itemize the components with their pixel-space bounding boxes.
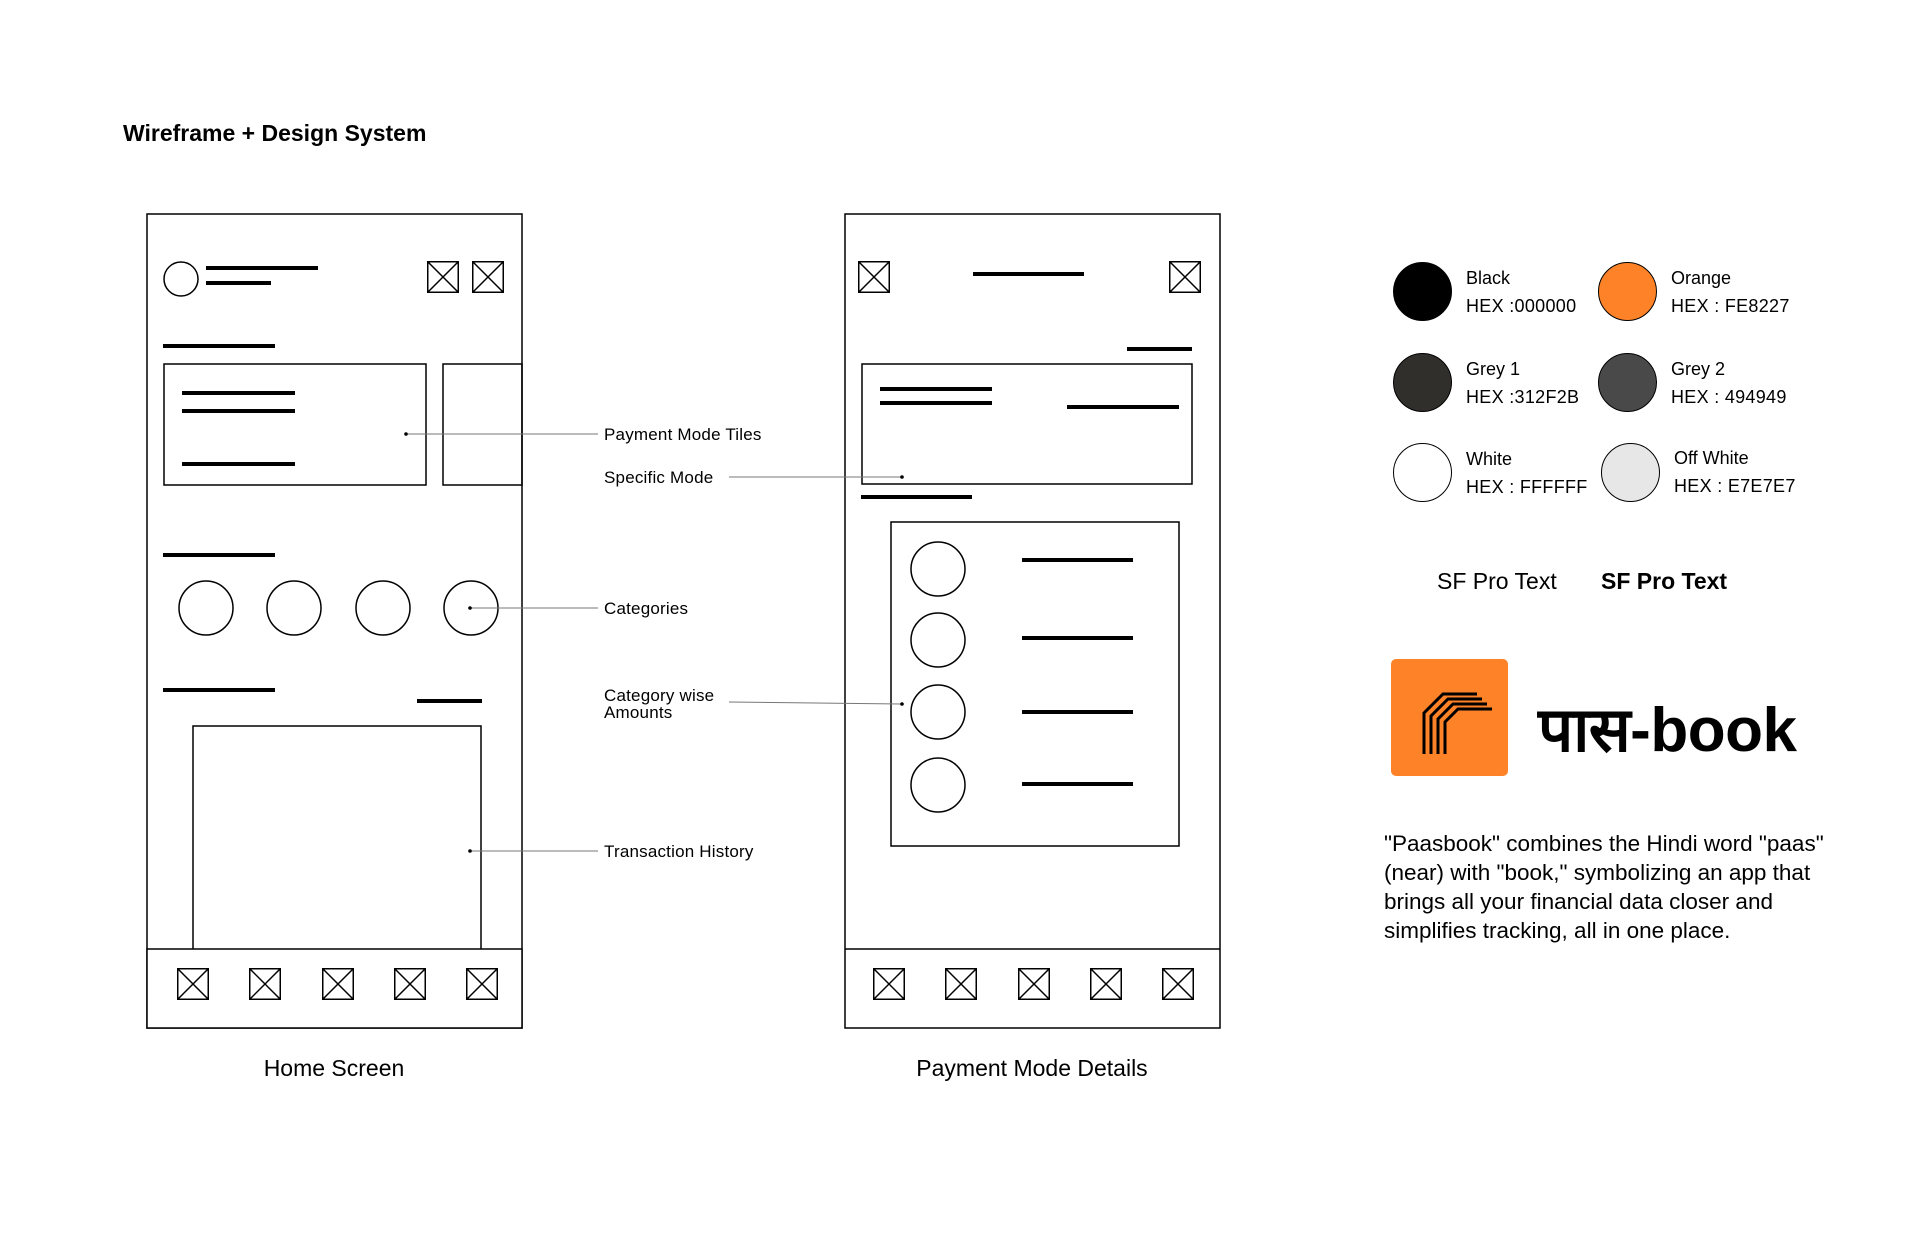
page-title: Wireframe + Design System (123, 120, 427, 146)
annotation-payment-mode-tiles: Payment Mode Tiles (604, 425, 762, 444)
swatch-name: Orange (1671, 268, 1732, 288)
swatch-hex: HEX : E7E7E7 (1674, 476, 1796, 496)
category-circle (267, 581, 321, 635)
swatch-name: Grey 2 (1671, 359, 1726, 379)
swatch-name: Black (1466, 268, 1511, 288)
swatch-name: White (1466, 449, 1513, 469)
leader-category-wise (729, 702, 902, 704)
payment-mode-tile (164, 364, 426, 485)
annotation-transaction-history: Transaction History (604, 842, 754, 861)
category-circle (179, 581, 233, 635)
home-screen-wireframe (147, 214, 522, 1028)
swatch-off-white (1601, 443, 1660, 502)
nav-icon-placeholder (874, 969, 905, 1000)
header-icon-placeholder (428, 262, 459, 293)
category-circle (911, 685, 965, 739)
nav-icon-placeholder (1019, 969, 1050, 1000)
specific-mode-card (862, 364, 1192, 484)
transaction-history-box (193, 726, 481, 950)
brand-description: "Paasbook" combines the Hindi word "paas" (near) with "book," symbolizing an app that brings all your financial data closer and simplifies tracking, all in one place. (1384, 831, 1824, 943)
swatch-hex: HEX :000000 (1466, 296, 1577, 316)
stacked-book-lines-icon (1391, 659, 1508, 776)
leader-dot (404, 432, 408, 436)
category-circle (911, 758, 965, 812)
phone-frame (845, 214, 1220, 1028)
brand-logo (1391, 659, 1508, 776)
font-sample-bold: SF Pro Text (1601, 568, 1728, 594)
annotation-leaders (404, 432, 904, 853)
category-circle (911, 542, 965, 596)
phone-frame (147, 214, 522, 1028)
nav-icon-placeholder (946, 969, 977, 1000)
font-sample-regular: SF Pro Text (1437, 568, 1557, 594)
header-icon-placeholder (473, 262, 504, 293)
nav-icon-placeholder (1163, 969, 1194, 1000)
avatar-placeholder (164, 262, 198, 296)
annotation-category-wise-line2: Amounts (604, 703, 673, 722)
swatch-white (1393, 443, 1452, 502)
menu-icon-placeholder (1170, 262, 1201, 293)
swatch-hex: HEX : FFFFFF (1466, 477, 1588, 497)
leader-dot (900, 475, 904, 479)
swatch-grey-1 (1393, 353, 1452, 412)
payment-mode-tile-partial (443, 364, 522, 485)
category-amounts-box (891, 522, 1179, 846)
swatch-name: Off White (1674, 448, 1749, 468)
caption-home-screen: Home Screen (263, 1055, 405, 1081)
payment-mode-wireframe (845, 214, 1220, 1028)
leader-dot (468, 606, 472, 610)
category-circle (356, 581, 410, 635)
caption-payment-mode-details: Payment Mode Details (916, 1055, 1148, 1081)
swatch-hex: HEX :312F2B (1466, 387, 1580, 407)
swatch-hex: HEX : 494949 (1671, 387, 1787, 407)
annotation-category-wise-line1: Category wise (604, 686, 715, 705)
leader-dot (900, 702, 904, 706)
swatch-grey-2 (1598, 353, 1657, 412)
brand-wordmark: पास-book (1538, 696, 1797, 765)
swatch-hex: HEX : FE8227 (1671, 296, 1790, 316)
nav-icon-placeholder (1091, 969, 1122, 1000)
category-circle (911, 613, 965, 667)
swatch-orange (1598, 262, 1657, 321)
annotation-specific-mode: Specific Mode (604, 468, 714, 487)
swatch-black (1393, 262, 1452, 321)
swatch-name: Grey 1 (1466, 359, 1521, 379)
leader-dot (468, 849, 472, 853)
back-icon-placeholder (859, 262, 890, 293)
annotation-categories: Categories (604, 599, 689, 618)
